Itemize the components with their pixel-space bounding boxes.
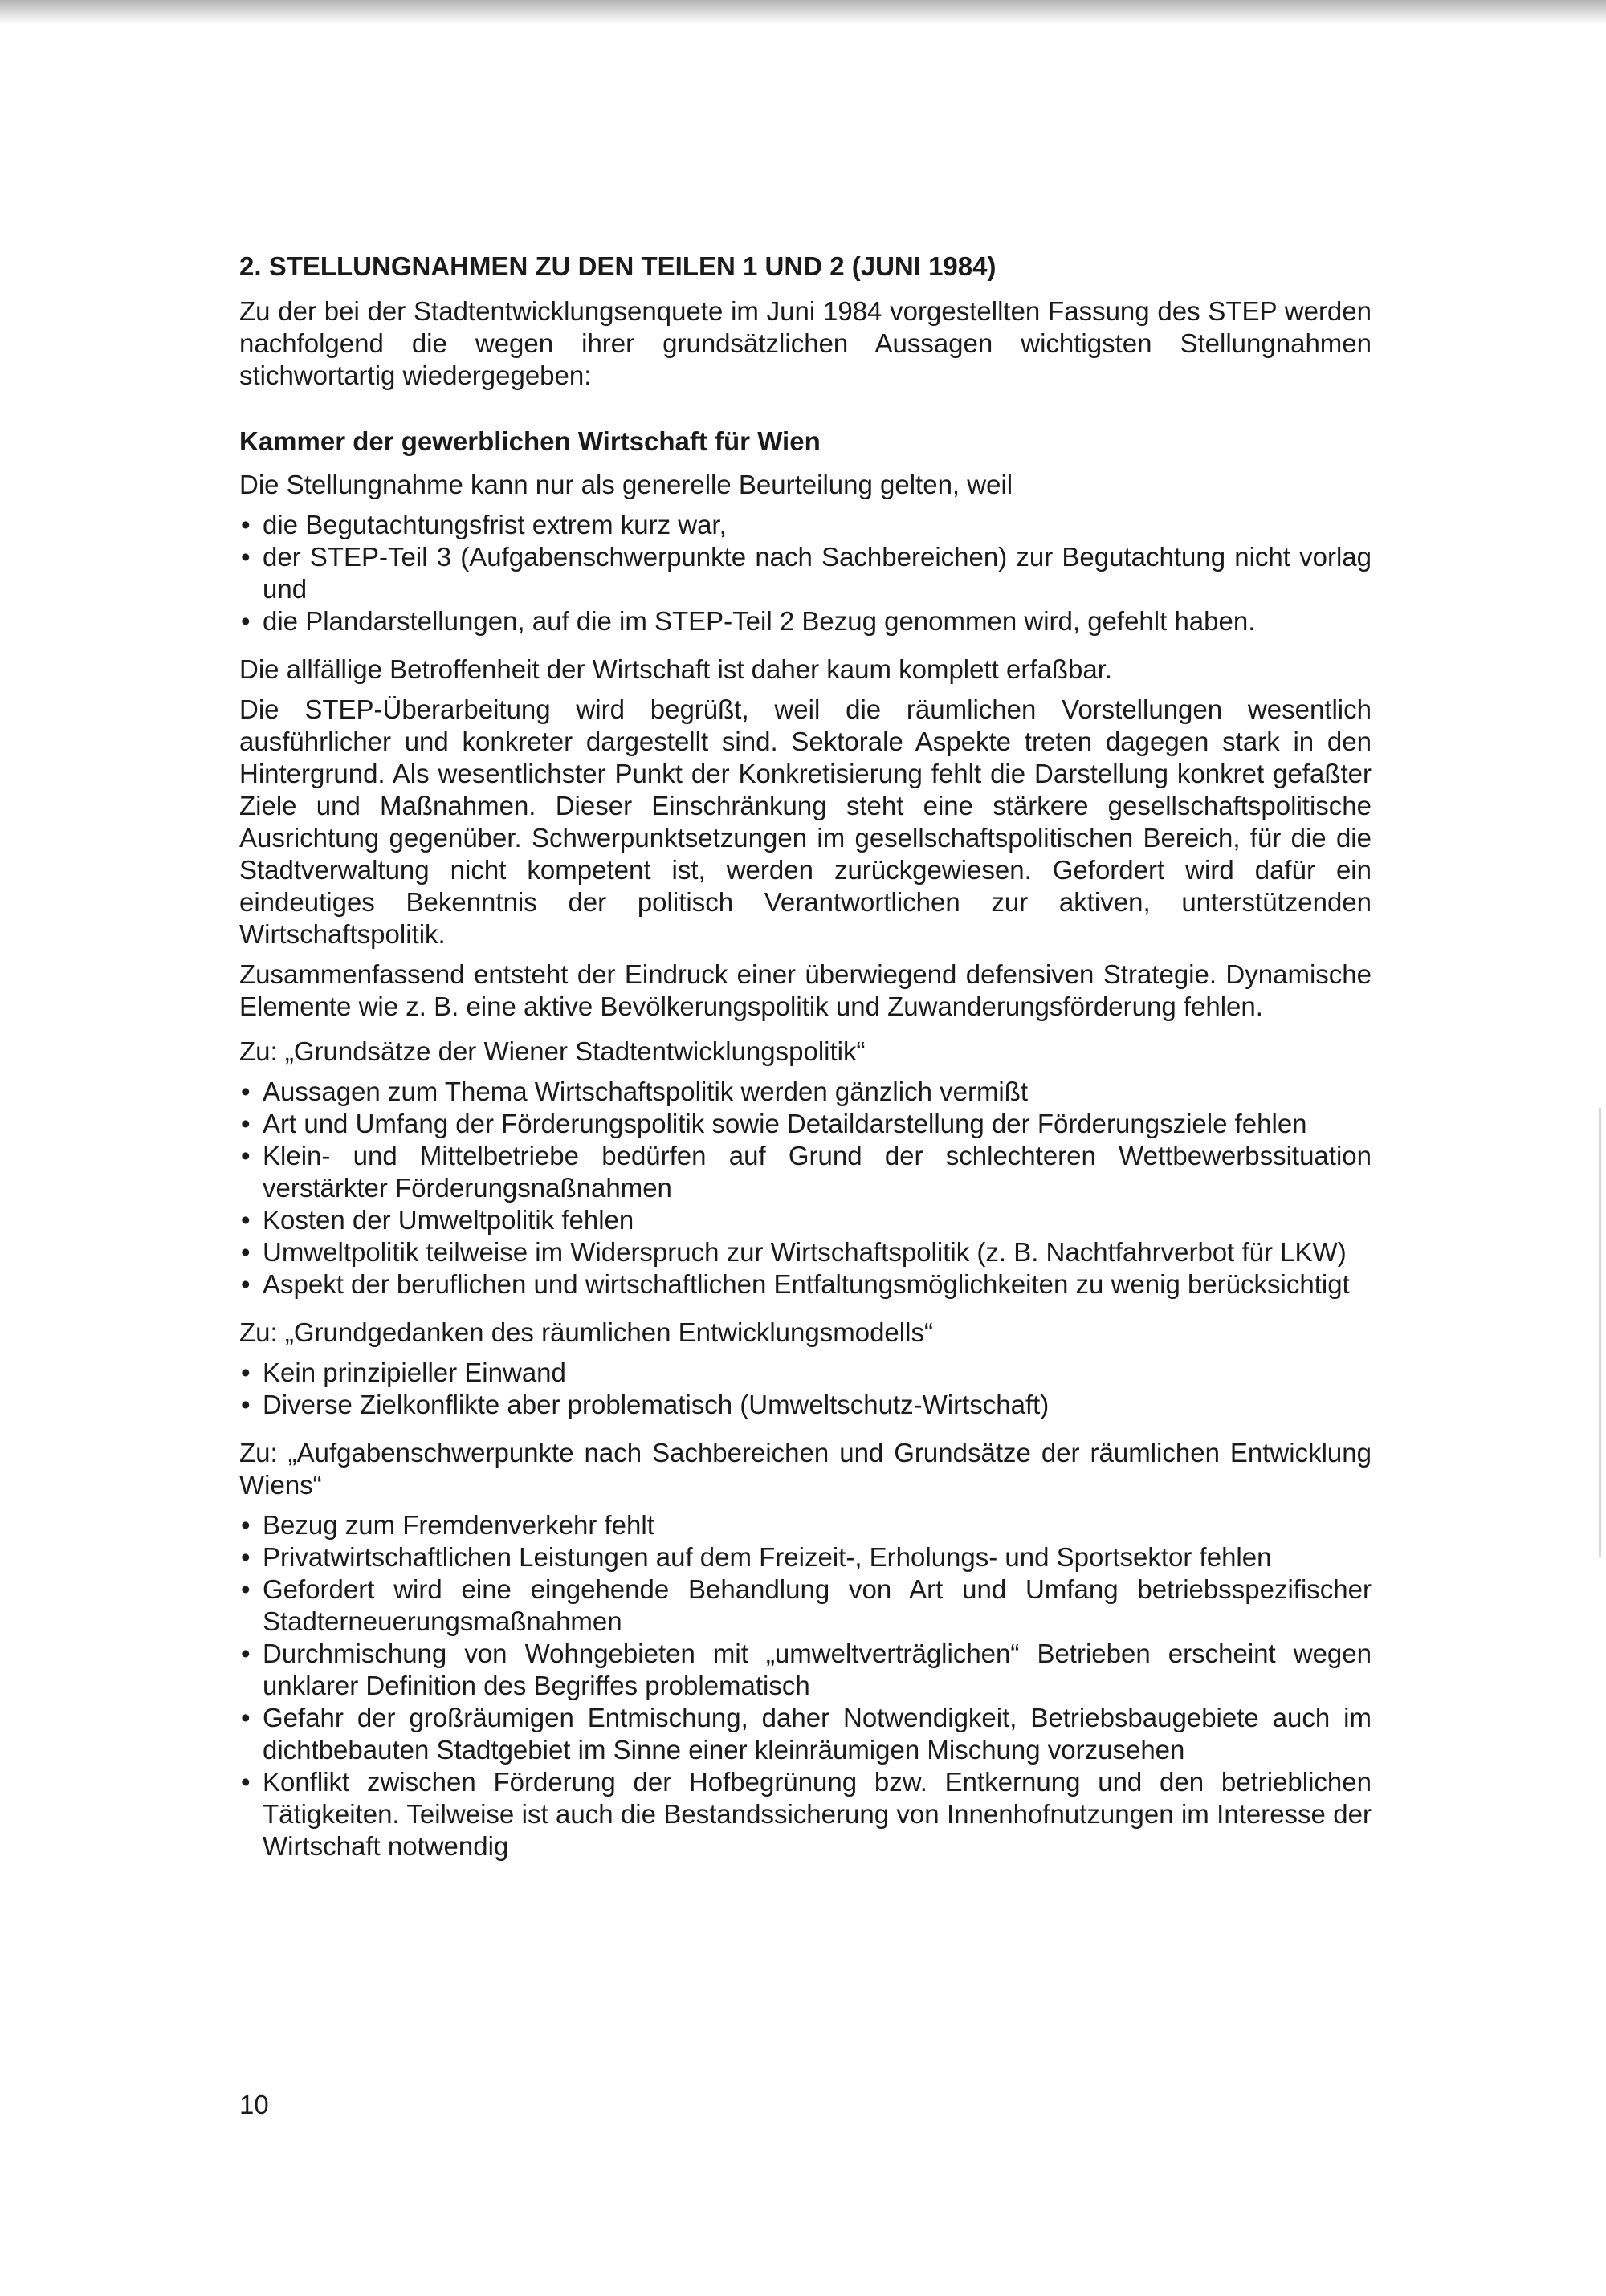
group-heading-model: Zu: „Grundgedanken des räumlichen Entwicklungsmodells“ (239, 1317, 933, 1347)
bullet-icon: • (241, 1109, 251, 1138)
bullet-icon: • (241, 1269, 251, 1299)
list-item: • Aspekt der beruflichen und wirtschaftlichen Entfaltungsmöglichkeiten zu wenig berücksichtigt (241, 1269, 1350, 1299)
model-list (239, 1357, 1372, 1421)
section-intro: Zu der bei der Stadtentwicklungsenquete im Juni 1984 vorgestellten Fassung des STEP werden nachfolgend die wegen ihrer grundsätzlichen Aussagen wichtigsten Stellungnahmen stichwortartig wiedergegeben: (239, 296, 1372, 390)
bullet-icon: • (241, 1510, 251, 1540)
bullet-icon: • (241, 1077, 251, 1106)
bullet-icon: • (241, 1358, 251, 1387)
bullet-icon: • (241, 1141, 251, 1170)
bullet-icon: • (241, 542, 251, 572)
list-item: • Umweltpolitik teilweise im Widerspruch zur Wirtschaftspolitik (z. B. Nachtfahrverbot für LKW) (241, 1237, 1347, 1267)
bullet-icon: • (241, 1574, 251, 1604)
list-item: • Klein- und Mittelbetriebe bedürfen auf Grund der schlechteren Wettbewerbssituation verstärkter Förderungsnaßnahmen (241, 1141, 1372, 1203)
group-heading-tasks: Zu: „Aufgabenschwerpunkte nach Sachbereichen und Grundsätze der räumlichen Entwicklung Wiens“ (239, 1438, 1372, 1500)
tasks-list (239, 1509, 1372, 1862)
bullet-icon: • (241, 1542, 251, 1572)
list-item: • Gefahr der großräumigen Entmischung, daher Notwendigkeit, Betriebsbaugebiete auch im dichtbebauten Stadtgebiet im Sinne einer kleinräumigen Mischung vorzusehen (241, 1703, 1372, 1765)
section-title: 2. STELLUNGNAHMEN ZU DEN TEILEN 1 UND 2 (JUNI 1984) (239, 251, 997, 281)
page-number: 10 (239, 2090, 269, 2119)
bullet-icon: • (241, 1237, 251, 1267)
bullet-icon: • (241, 1205, 251, 1235)
reason-list (239, 509, 1372, 637)
bullet-icon: • (241, 1639, 251, 1668)
chamber-paragraph-1: Die allfällige Betroffenheit der Wirtschaft ist daher kaum komplett erfaßbar. (239, 654, 1113, 684)
bullet-icon: • (241, 606, 251, 636)
scan-margin-line (1599, 1108, 1601, 1557)
list-item: • Art und Umfang der Förderungspolitik sowie Detaildarstellung der Förderungsziele fehlen (241, 1109, 1307, 1138)
list-item: • Aussagen zum Thema Wirtschaftspolitik werden gänzlich vermißt (241, 1077, 1029, 1106)
principles-list (239, 1076, 1372, 1301)
list-item: • Diverse Zielkonflikte aber problematisch (Umweltschutz-Wirtschaft) (241, 1390, 1050, 1419)
list-item: • Durchmischung von Wohngebieten mit „umweltverträglichen“ Betrieben erscheint wegen unklarer Definition des Begriffes problematisch (241, 1639, 1372, 1700)
bullet-icon: • (241, 1703, 251, 1732)
group-heading-principles: Zu: „Grundsätze der Wiener Stadtentwicklungspolitik“ (239, 1036, 866, 1066)
chamber-lead: Die Stellungnahme kann nur als generelle Beurteilung gelten, weil (239, 470, 1013, 499)
scan-edge (0, 0, 1606, 24)
list-item: • Kosten der Umweltpolitik fehlen (241, 1205, 634, 1235)
list-item: • Konflikt zwischen Förderung der Hofbegrünung bzw. Entkernung und den betrieblichen Tätigkeiten. Teilweise ist auch die Bestandssicherung von Innenhofnutzungen im Interesse der Wirtschaft notwendig (241, 1767, 1372, 1861)
list-item: • die Plandarstellungen, auf die im STEP-Teil 2 Bezug genommen wird, gefehlt haben. (241, 606, 1256, 636)
list-item: • Gefordert wird eine eingehende Behandlung von Art und Umfang betriebsspezifischer Stadterneuerungsmaßnahmen (241, 1574, 1372, 1636)
chamber-paragraph-2: Die STEP-Überarbeitung wird begrüßt, weil die räumlichen Vorstellungen wesentlich ausführlicher und konkreter dargestellt sind. Sektorale Aspekte treten dagegen stark in den Hintergrund. Als wesentlichster Punkt der Konkretisierung fehlt die Darstellung konkret gefaßter Ziele und Maßnahmen. Dieser Einschränkung steht eine stärkere gesellschaftspolitische Ausrichtung gegenüber. Schwerpunktsetzungen im gesellschaftspolitischen Bereich, für die die Stadtverwaltung nicht kompetent ist, werden zurückgewiesen. Gefordert wird dafür ein eindeutiges Bekenntnis der politisch Verantwortlichen zur aktiven, unterstützenden Wirtschaftspolitik. (239, 694, 1372, 949)
bullet-icon: • (241, 1767, 251, 1797)
list-item: • der STEP-Teil 3 (Aufgabenschwerpunkte nach Sachbereichen) zur Begutachtung nicht vorlag und (241, 542, 1372, 604)
list-item: • Kein prinzipieller Einwand (241, 1358, 566, 1387)
bullet-icon: • (241, 1390, 251, 1419)
chamber-paragraph-3: Zusammenfassend entsteht der Eindruck einer überwiegend defensiven Strategie. Dynamische Elemente wie z. B. eine aktive Bevölkerungspolitik und Zuwanderungsförderung fehlen. (239, 959, 1372, 1021)
list-item: • Privatwirtschaftlichen Leistungen auf dem Freizeit-, Erholungs- und Sportsektor fehlen (241, 1542, 1272, 1572)
list-item: • Bezug zum Fremdenverkehr fehlt (241, 1510, 654, 1540)
document-page (239, 250, 1372, 1862)
list-item: • die Begutachtungsfrist extrem kurz war, (241, 510, 727, 539)
chamber-title: Kammer der gewerblichen Wirtschaft für Wien (239, 426, 821, 456)
bullet-icon: • (241, 510, 251, 539)
